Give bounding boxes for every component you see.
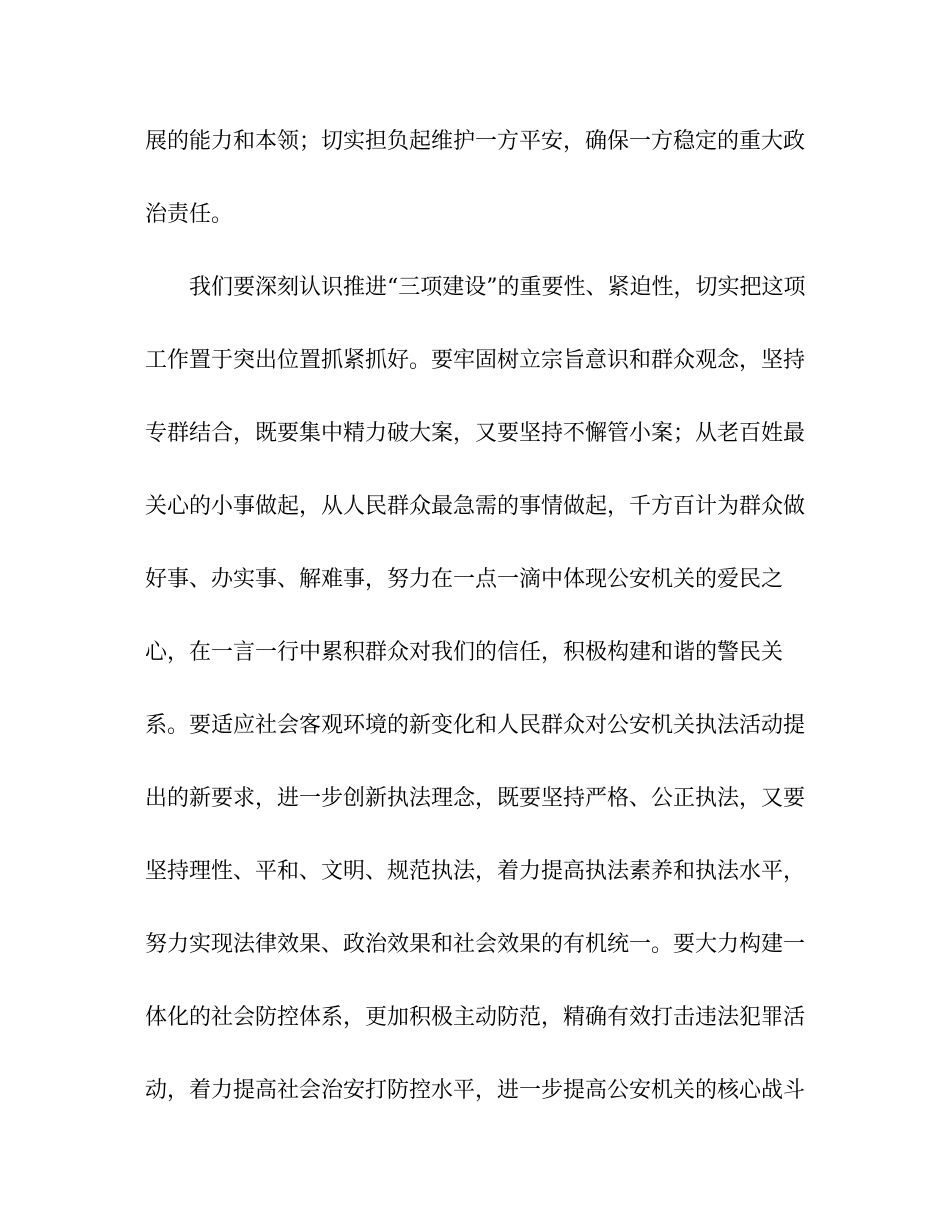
text-line-8: 心，在一言一行中累积群众对我们的信任，积极构建和谐的警民关 [145, 640, 784, 665]
text-line-2: 治责任。 [145, 202, 234, 227]
text-line-13: 体化的社会防控体系，更加积极主动防范，精确有效打击违法犯罪活 [145, 1005, 805, 1030]
text-line-1: 展的能力和本领；切实担负起维护一方平安，确保一方稳定的重大政 [145, 129, 805, 154]
text-line-11: 坚持理性、平和、文明、规范执法，着力提高执法素养和执法水平， [145, 859, 805, 884]
text-line-12: 努力实现法律效果、政治效果和社会效果的有机统一。要大力构建一 [145, 932, 805, 957]
text-line-14: 动，着力提高社会治安打防控水平，进一步提高公安机关的核心战斗 [145, 1078, 805, 1103]
text-line-5: 专群结合，既要集中精力破大案，又要坚持不懈管小案；从老百姓最 [145, 421, 805, 446]
text-line-7: 好事、办实事、解难事，努力在一点一滴中体现公安机关的爱民之 [145, 567, 784, 592]
text-line-3-paragraph-start: 我们要深刻认识推进“三项建设”的重要性、紧迫性，切实把这项 [189, 275, 805, 300]
text-line-9: 系。要适应社会客观环境的新变化和人民群众对公安机关执法活动提 [145, 713, 805, 738]
text-line-4: 工作置于突出位置抓紧抓好。要牢固树立宗旨意识和群众观念，坚持 [145, 348, 805, 373]
text-line-10: 出的新要求，进一步创新执法理念，既要坚持严格、公正执法，又要 [145, 786, 805, 811]
text-line-6: 关心的小事做起，从人民群众最急需的事情做起，千方百计为群众做 [145, 494, 805, 519]
